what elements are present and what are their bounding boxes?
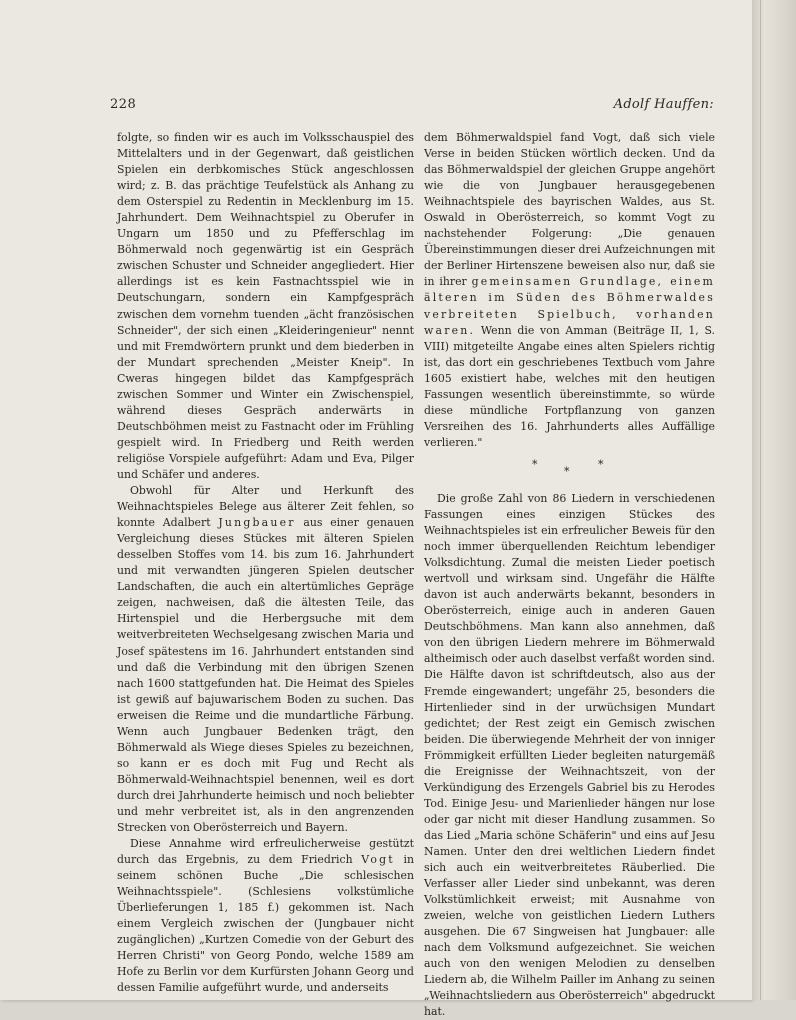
asterisk: * xyxy=(598,457,604,471)
paragraph-text: aus einer genauen Vergleichung dieses Stückes mit älteren Spielen desselben Stoffes vom 14. bis zum 16. Jahrhundert und mit verwandten jüngeren Spielen deutscher Landschaften, die auch ein altertümliches Gepräge zeigen, nachweisen, daß die ältesten Teile, das Hirtenspiel und die Herbergsuche mit dem weitverbreiteten Wechselgesang zwischen Maria und Josef spätestens im 16. Jahrhundert entstanden sind und daß die Verbindung mit den übrigen Szenen nach 1600 stattgefunden hat. Die Heimat des Spieles ist gewiß auf bajuwarischem Boden zu suchen. Das erweisen die Reime und die mundartliche Färbung. Wenn auch Jungbauer Bedenken trägt, den Böhmerwald als Wiege dieses Spieles zu bezeichnen, so kann er es doch mit Fug und Recht als Böhmerwald-Weihnachtspiel benennen, weil es dort durch drei Jahrhunderte heimisch und noch beliebter und mehr verbreitet ist, als in den angrenzenden Strecken von Oberösterreich und Bayern. xyxy=(117,516,414,835)
section-break xyxy=(424,457,715,481)
right-column xyxy=(424,130,715,1020)
paragraph xyxy=(117,483,414,836)
paragraph xyxy=(117,836,414,996)
paragraph-text: folgte, so finden wir es auch im Volksschauspiel des Mittelalters und in der Gegenwart, daß geistlichen Spielen ein derbkomisches Stück angeschlossen wird; z. B. das prächtige Teufelstück als Anhang zu dem Osterspiel zu Redentin in Mecklenburg im 15. Jahrhundert. Dem Weihnachtspiel zu Oberufer in Ungarn um 1850 und zu Pfefferschlag im Böhmerwald noch gegenwärtig ist ein Gespräch zwischen Schuster und Schneider angegliedert. Hier allerdings ist es kein Fastnachtsspiel wie in Deutschungarn, sondern ein Kampfgespräch zwischen dem vornehm tuenden „ächt französischen Schneider", der sich einen „Kleideringenieur" nennt und mit Fremdwörtern prunkt und dem biederben in der Mundart sprechenden „Meister Kneip". In Cweras hingegen bildet das Kampfgespräch zwischen Sommer und Winter ein Zwischenspiel, während dieses Gespräch anderwärts in Deutschböhmen meist zu Fastnacht oder im Frühling gespielt wird. In Friedberg und Reith werden religiöse Vorspiele aufgeführt: Adam und Eva, Pilger und Schäfer und anderes. xyxy=(117,131,414,481)
page-edge-line xyxy=(760,0,761,1000)
paragraph xyxy=(424,130,715,451)
paragraph xyxy=(424,491,715,1020)
page-number: 228 xyxy=(110,97,137,112)
emphasized-quote: gemeinsamen Grundlage, einem älteren im Süden des Böhmerwaldes verbreiteten Spielbuch, vorhanden waren. xyxy=(424,275,715,337)
author-name: Jungbauer xyxy=(218,516,296,530)
paragraph-text: Diese Annahme wird erfreulicherweise gestützt durch das Ergebnis, zu dem Friedrich xyxy=(117,837,414,867)
running-head: Adolf Hauffen: xyxy=(613,97,714,112)
asterisk: * xyxy=(532,457,538,471)
next-page-edge xyxy=(752,0,796,1000)
paragraph-text: Obwohl für Alter und Herkunft des Weihnachtspieles Belege aus älterer Zeit fehlen, so konnte Adalbert xyxy=(117,484,414,530)
paragraph-text: Die große Zahl von 86 Liedern in verschiedenen Fassungen eines einzigen Stückes des Weihnachtspieles ist ein erfreulicher Beweis für den noch immer überquellenden Reichtum lebendiger Volksdichtung. Zumal die meisten Lieder poetisch wertvoll und wirksam sind. Ungefähr die Hälfte davon ist auch anderwärts bekannt, besonders in Oberösterreich, einige auch in anderen Gauen Deutschböhmens. Man kann also annehmen, daß von den übrigen Liedern mehrere im Böhmerwald altheimisch oder auch daselbst verfaßt worden sind. Die Hälfte davon ist schriftdeutsch, also aus der Fremde eingewandert; ungefähr 25, besonders die Hirtenlieder sind in der urwüchsigen Mundart gedichtet; der Rest zeigt ein Gemisch zwischen beiden. Die überwiegende Mehrheit der von inniger Frömmigkeit erfüllten Lieder begleiten naturgemäß die Ereignisse der Weihnachtszeit, von der Verkündigung des Erzengels Gabriel bis zu Herodes Tod. Einige Jesu- und Marienlieder hängen nur lose oder gar nicht mit dieser Handlung zusammen. So das Lied „Maria schöne Schäferin" und eins auf Jesu Namen. Unter den drei weltlichen Liedern findet sich auch ein weitverbreitetes Räuberlied. Die Verfasser aller Lieder sind unbekannt, was deren Volkstümlichkeit erweist; mit Ausnahme von zweien, welche von geistlichen Liedern Luthers ausgehen. Die 67 Singweisen hat Jungbauer: alle nach dem Volksmund aufgezeichnet. Sie weichen auch von den wenigen Melodien zu denselben Liedern ab, die Wilhelm Pailler im Anhang zu seinen „Weihnachtsliedern aus Oberösterreich" abgedruckt hat. xyxy=(424,491,715,1019)
author-name: Vogt xyxy=(361,853,395,867)
paragraph xyxy=(117,130,414,483)
left-column xyxy=(117,130,414,997)
paragraph-text: in seinem schönen Buche „Die schlesischen Weihnachtsspiele". (Schlesiens volkstümliche Überlieferungen 1, 185 f.) gekommen ist. Nach einem Vergleich zwischen der (Jungbauer nicht zugänglichen) „Kurtzen Comedie von der Geburt des Herren Christi" von Georg Pondo, welche 1589 am Hofe zu Berlin vor dem Kurfürsten Johann Georg und dessen Familie aufgeführt wurde, und anderseits xyxy=(117,853,414,995)
asterisk: * xyxy=(564,464,570,478)
paragraph-text: dem Böhmerwaldspiel fand Vogt, daß sich viele Verse in beiden Stücken wörtlich decken. Und da das Böhmerwaldspiel der gleichen Gruppe angehört wie die von Jungbauer herausgegebenen Weihnachtspiele des bayrischen Waldes, aus St. Oswald in Oberösterreich, so kommt Vogt zu nachstehender Folgerung: „Die genauen Übereinstimmungen dieser drei Aufzeichnungen mit der Berliner Hirtenszene beweisen also nur, daß sie in ihrer xyxy=(424,131,715,289)
page-header xyxy=(110,97,714,117)
paragraph-text: Wenn die von Amman (Beiträge II, 1, S. VIII) mitgeteilte Angabe eines alten Spielers richtig ist, das dort ein geschriebenes Textbuch vom Jahre 1605 existiert habe, welches mit den heutigen Fassungen wesentlich übereinstimmte, so würde diese mündliche Fortpflanzung von ganzen Versreihen des 16. Jahrhunderts alles Auffällige verlieren." xyxy=(424,323,715,449)
